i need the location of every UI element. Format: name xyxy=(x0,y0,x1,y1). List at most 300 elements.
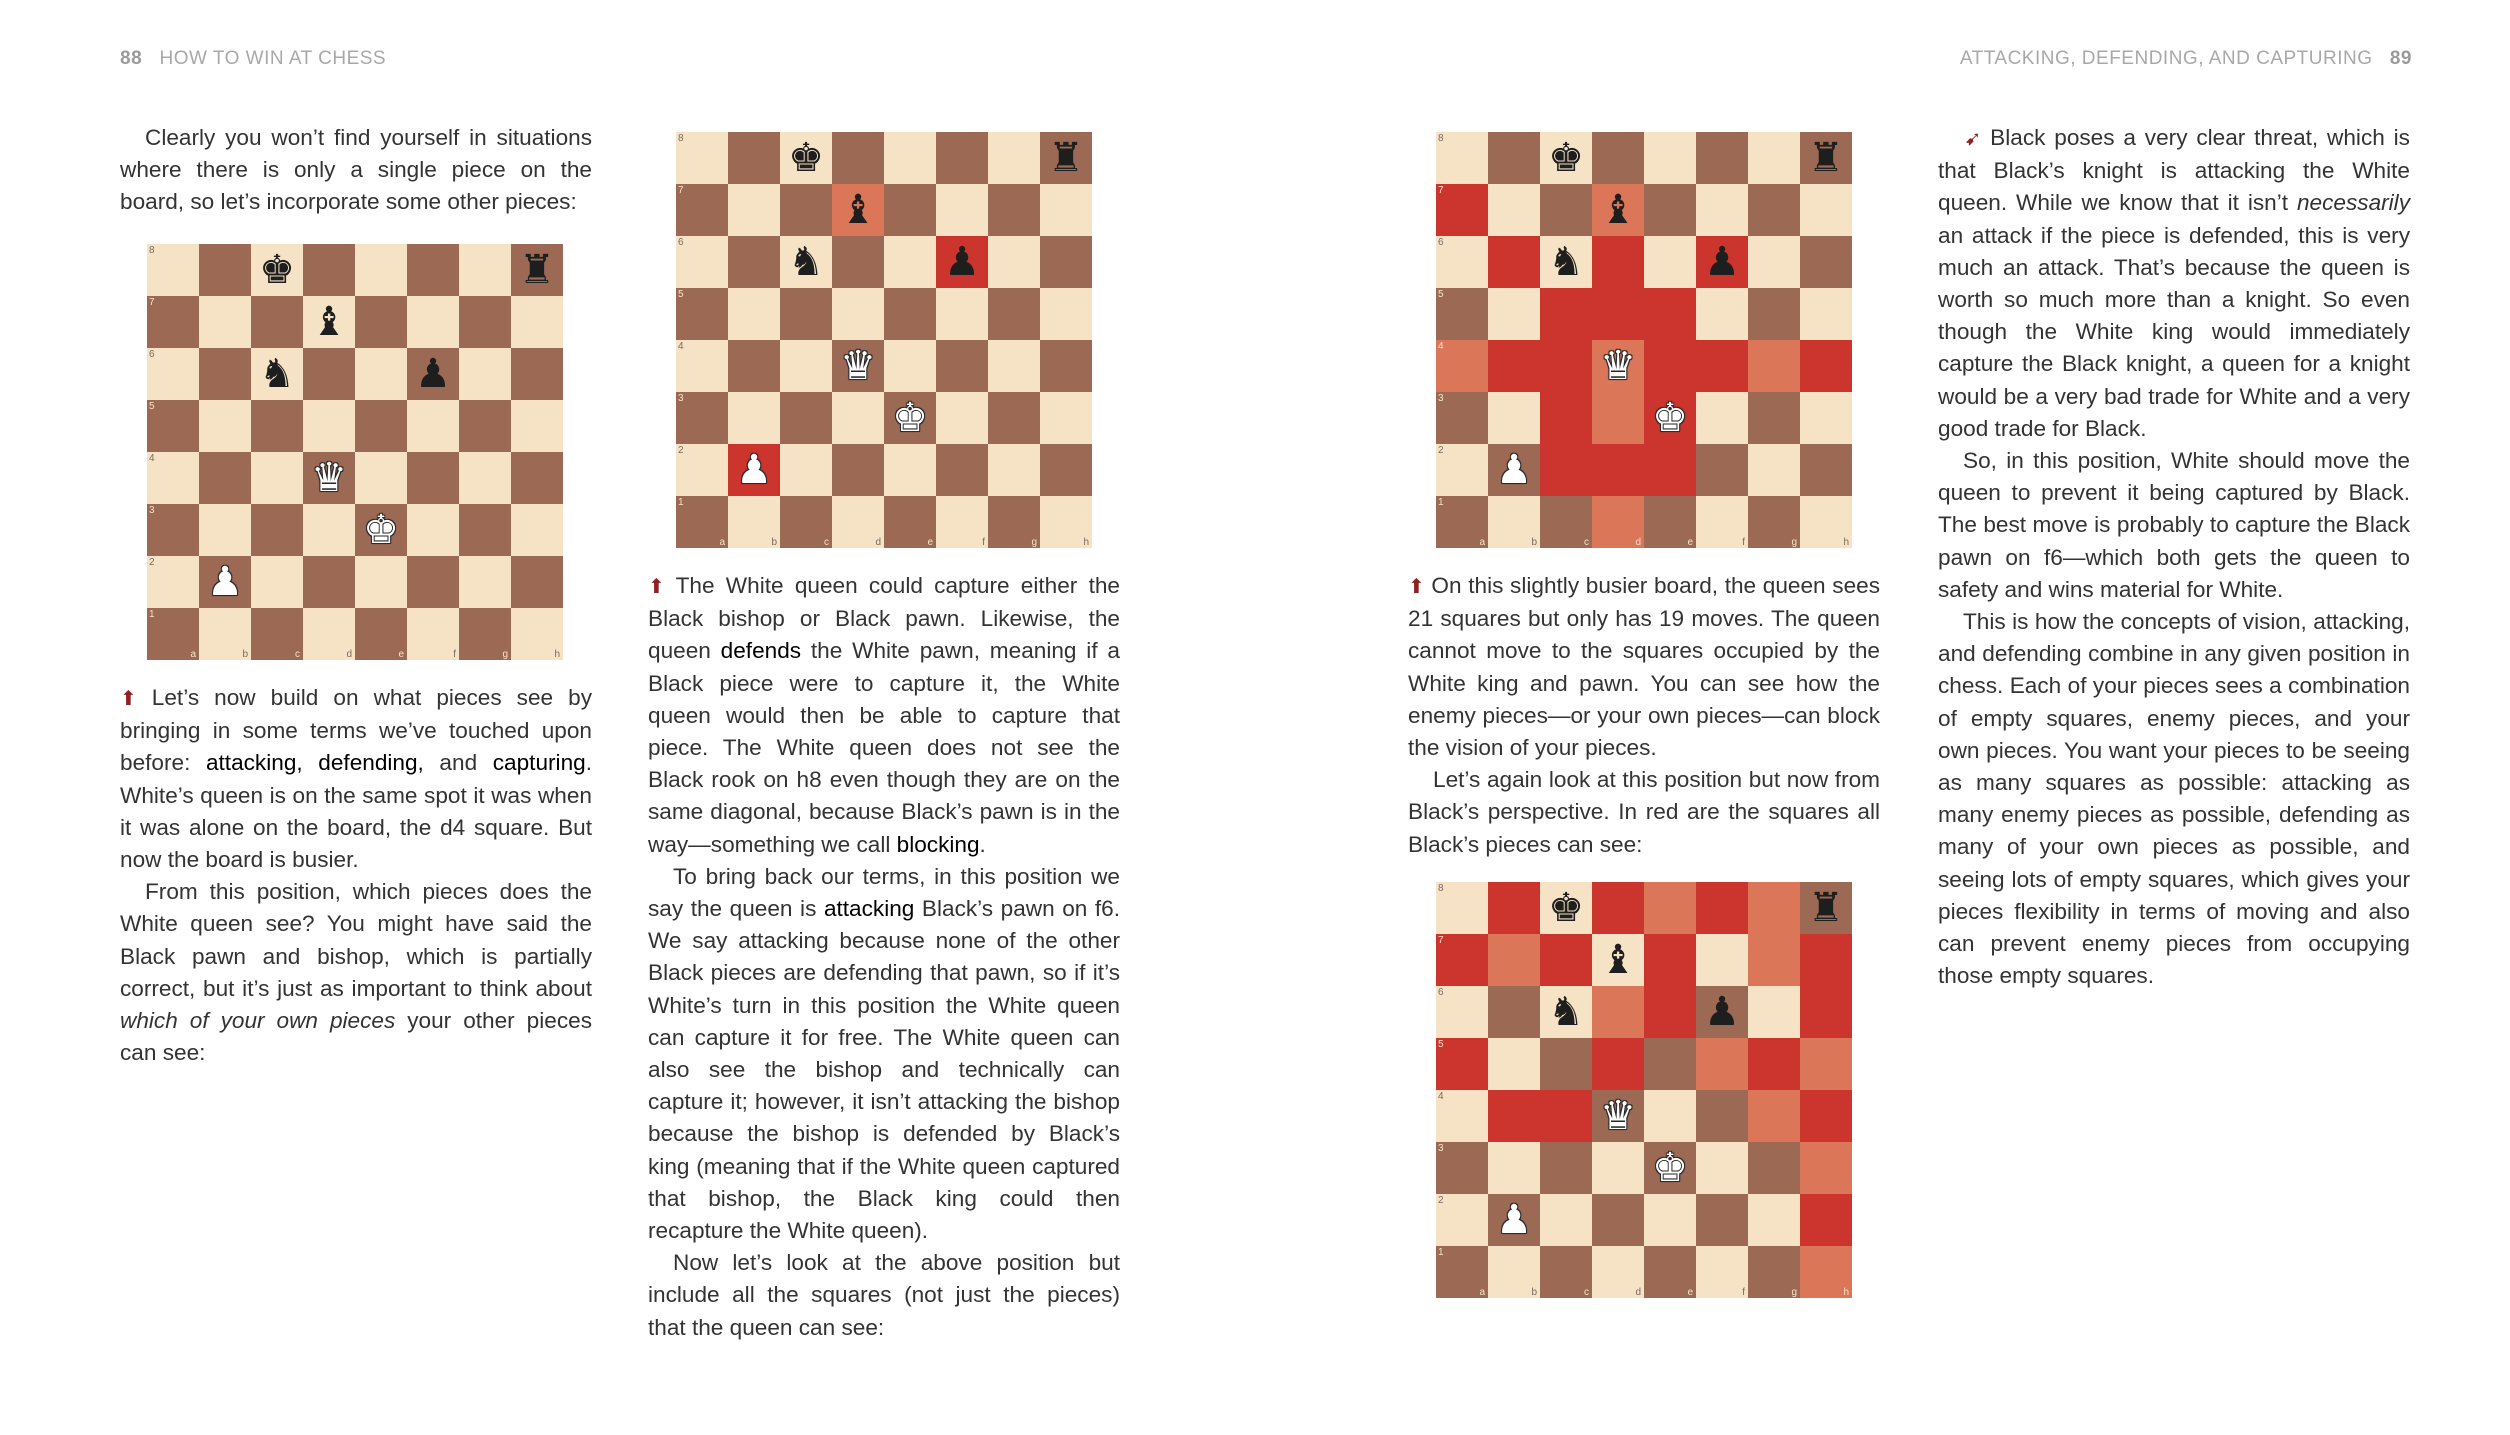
square-f4 xyxy=(1696,1090,1748,1142)
square-b1 xyxy=(199,608,251,660)
square-e8 xyxy=(1644,882,1696,934)
square-g4 xyxy=(459,452,511,504)
text-span: your other pieces can see: xyxy=(120,1008,592,1066)
square-b2 xyxy=(199,556,251,608)
square-g5 xyxy=(1748,288,1800,340)
file-label: e xyxy=(1687,537,1693,548)
right-header-title: ATTACKING, DEFENDING, AND CAPTURING xyxy=(1959,48,2373,69)
square-f5 xyxy=(1696,1038,1748,1090)
rank-label: 6 xyxy=(678,237,684,248)
white-king-icon: ♚ xyxy=(1652,395,1688,441)
square-h1 xyxy=(1800,496,1852,548)
square-b8 xyxy=(728,132,780,184)
up-arrow-icon: ⬆ xyxy=(648,576,665,598)
square-c6 xyxy=(251,348,303,400)
square-d2 xyxy=(1592,444,1644,496)
square-e6 xyxy=(355,348,407,400)
square-c2 xyxy=(1540,444,1592,496)
square-a4 xyxy=(147,452,199,504)
square-c3 xyxy=(251,504,303,556)
rank-label: 4 xyxy=(149,453,155,464)
square-c2 xyxy=(780,444,832,496)
rank-label: 7 xyxy=(1438,185,1444,196)
square-e3 xyxy=(1644,392,1696,444)
file-label: e xyxy=(927,537,933,548)
file-label: d xyxy=(1635,1287,1641,1298)
square-b1 xyxy=(1488,496,1540,548)
right-page-number: 89 xyxy=(2389,48,2412,69)
square-c7 xyxy=(780,184,832,236)
square-b4 xyxy=(1488,1090,1540,1142)
square-h6 xyxy=(511,348,563,400)
board-4 xyxy=(1436,882,1852,1298)
square-b6 xyxy=(728,236,780,288)
intro-paragraph: Clearly you won’t find yourself in situations where there is only a single piece on the board, so let’s incorporate some other pieces: xyxy=(120,125,592,215)
square-e4 xyxy=(355,452,407,504)
square-g7 xyxy=(988,184,1040,236)
rank-label: 8 xyxy=(149,245,155,256)
square-g2 xyxy=(1748,1194,1800,1246)
diagonal-arrow-icon: ➹ xyxy=(1964,128,1982,150)
square-f2 xyxy=(407,556,459,608)
black-bishop-icon: ♝ xyxy=(840,187,876,233)
square-b1 xyxy=(728,496,780,548)
square-c8 xyxy=(1540,132,1592,184)
black-king-icon: ♚ xyxy=(1548,135,1584,181)
square-c4 xyxy=(1540,1090,1592,1142)
square-c4 xyxy=(251,452,303,504)
square-f4 xyxy=(407,452,459,504)
square-f1 xyxy=(1696,1246,1748,1298)
square-h7 xyxy=(1800,184,1852,236)
square-a2 xyxy=(1436,444,1488,496)
text-span: Black poses a very clear threat, which is that Black’s knight is attacking the White queen. While we know that it isn’t xyxy=(1938,125,2410,216)
square-c5 xyxy=(780,288,832,340)
square-h7 xyxy=(1040,184,1092,236)
rank-label: 5 xyxy=(678,289,684,300)
square-c5 xyxy=(1540,288,1592,340)
square-d8 xyxy=(1592,132,1644,184)
square-g7 xyxy=(1748,184,1800,236)
square-h5 xyxy=(1040,288,1092,340)
square-c1 xyxy=(1540,496,1592,548)
black-knight-icon: ♞ xyxy=(259,351,295,397)
square-a3 xyxy=(1436,1142,1488,1194)
square-a3 xyxy=(147,504,199,556)
square-g4 xyxy=(1748,340,1800,392)
black-pawn-icon: ♟ xyxy=(415,351,451,397)
square-f7 xyxy=(407,296,459,348)
square-g2 xyxy=(988,444,1040,496)
square-e3 xyxy=(355,504,407,556)
square-e5 xyxy=(1644,288,1696,340)
white-queen-icon: ♛ xyxy=(1600,1093,1636,1139)
rank-label: 5 xyxy=(149,401,155,412)
file-label: e xyxy=(398,649,404,660)
square-g4 xyxy=(1748,1090,1800,1142)
square-g1 xyxy=(459,608,511,660)
square-h5 xyxy=(1800,288,1852,340)
square-f2 xyxy=(1696,444,1748,496)
square-b3 xyxy=(199,504,251,556)
left-page-number: 88 xyxy=(120,48,143,69)
square-e8 xyxy=(884,132,936,184)
file-label: d xyxy=(1635,537,1641,548)
square-b7 xyxy=(1488,934,1540,986)
square-c6 xyxy=(780,236,832,288)
square-d6 xyxy=(1592,236,1644,288)
black-king-icon: ♚ xyxy=(259,247,295,293)
square-f7 xyxy=(936,184,988,236)
column-2-body xyxy=(648,570,1120,1344)
rank-label: 8 xyxy=(1438,883,1444,894)
rank-label: 4 xyxy=(1438,1091,1444,1102)
square-b6 xyxy=(1488,986,1540,1038)
rank-label: 6 xyxy=(1438,987,1444,998)
square-f5 xyxy=(936,288,988,340)
square-c2 xyxy=(251,556,303,608)
square-f6 xyxy=(936,236,988,288)
file-label: d xyxy=(875,537,881,548)
square-g3 xyxy=(1748,1142,1800,1194)
square-a8 xyxy=(1436,132,1488,184)
square-a1 xyxy=(147,608,199,660)
text-span: and xyxy=(423,750,493,776)
square-d1 xyxy=(303,608,355,660)
file-label: a xyxy=(1479,1287,1485,1298)
black-bishop-icon: ♝ xyxy=(311,299,347,345)
square-h2 xyxy=(511,556,563,608)
rank-label: 5 xyxy=(1438,289,1444,300)
square-e6 xyxy=(1644,986,1696,1038)
white-pawn-icon: ♟ xyxy=(736,447,772,493)
square-b8 xyxy=(1488,132,1540,184)
square-h1 xyxy=(1800,1246,1852,1298)
rank-label: 8 xyxy=(1438,133,1444,144)
square-g8 xyxy=(459,244,511,296)
square-a7 xyxy=(147,296,199,348)
square-a6 xyxy=(1436,986,1488,1038)
black-knight-icon: ♞ xyxy=(788,239,824,285)
square-f3 xyxy=(407,504,459,556)
square-c3 xyxy=(1540,392,1592,444)
rank-label: 3 xyxy=(1438,393,1444,404)
rank-label: 2 xyxy=(1438,1195,1444,1206)
file-label: b xyxy=(1531,537,1537,548)
file-label: b xyxy=(242,649,248,660)
file-label: b xyxy=(771,537,777,548)
white-queen-icon: ♛ xyxy=(840,343,876,389)
square-g6 xyxy=(1748,986,1800,1038)
square-e2 xyxy=(1644,1194,1696,1246)
square-d3 xyxy=(303,504,355,556)
square-c3 xyxy=(780,392,832,444)
square-d2 xyxy=(1592,1194,1644,1246)
square-g3 xyxy=(1748,392,1800,444)
square-b8 xyxy=(199,244,251,296)
board-3 xyxy=(1436,132,1852,548)
square-c6 xyxy=(1540,986,1592,1038)
square-b3 xyxy=(728,392,780,444)
square-d8 xyxy=(303,244,355,296)
square-f7 xyxy=(1696,184,1748,236)
square-c1 xyxy=(780,496,832,548)
square-c7 xyxy=(1540,184,1592,236)
up-arrow-icon: ⬆ xyxy=(1408,576,1425,598)
square-a7 xyxy=(1436,184,1488,236)
file-label: e xyxy=(1687,1287,1693,1298)
column-3-body xyxy=(1408,570,1880,861)
square-b2 xyxy=(728,444,780,496)
rank-label: 4 xyxy=(678,341,684,352)
rank-label: 1 xyxy=(1438,1247,1444,1258)
square-e7 xyxy=(1644,934,1696,986)
square-f7 xyxy=(1696,934,1748,986)
text-span: On this slightly busier board, the queen sees 21 squares but only has 19 moves. The queen cannot move to the squares occupied by the White king and pawn. You can see how the enemy pieces—or your own pieces—can block the vision of your pieces. xyxy=(1408,573,1880,761)
square-d5 xyxy=(1592,1038,1644,1090)
square-g6 xyxy=(459,348,511,400)
rank-label: 1 xyxy=(678,497,684,508)
text-span: The White queen could capture either the Black bishop or Black pawn. Likewise, the queen xyxy=(648,573,1120,664)
text-span: From this position, which pieces does the White queen see? You might have said the Black pawn and bishop, which is partially correct, but it’s just as important to think about xyxy=(120,879,592,1001)
square-f6 xyxy=(407,348,459,400)
square-h2 xyxy=(1040,444,1092,496)
file-label: f xyxy=(982,537,985,548)
rank-label: 2 xyxy=(1438,445,1444,456)
square-c4 xyxy=(1540,340,1592,392)
rank-label: 2 xyxy=(149,557,155,568)
square-b8 xyxy=(1488,882,1540,934)
square-b6 xyxy=(199,348,251,400)
square-h4 xyxy=(511,452,563,504)
file-label: a xyxy=(719,537,725,548)
square-d3 xyxy=(1592,1142,1644,1194)
white-king-icon: ♚ xyxy=(1652,1145,1688,1191)
file-label: h xyxy=(1843,537,1849,548)
square-a1 xyxy=(676,496,728,548)
square-b4 xyxy=(1488,340,1540,392)
black-bishop-icon: ♝ xyxy=(1600,187,1636,233)
column-1-body xyxy=(120,682,592,1069)
square-h6 xyxy=(1800,236,1852,288)
square-c7 xyxy=(1540,934,1592,986)
square-e4 xyxy=(1644,340,1696,392)
square-g1 xyxy=(988,496,1040,548)
square-e5 xyxy=(355,400,407,452)
square-g3 xyxy=(459,504,511,556)
white-pawn-icon: ♟ xyxy=(207,559,243,605)
file-label: h xyxy=(1083,537,1089,548)
rank-label: 3 xyxy=(1438,1143,1444,1154)
text-span: Black’s pawn on f6. We say attacking because none of the other Black pieces are defending that pawn, so if it’s White’s turn in this position the White queen can capture it for free. The White queen can also see the bishop and technically can capture it; however, it isn’t attacking the bishop because the bishop is defended by Black’s king (meaning that if the White queen captured that bishop, the Black king could then recapture the White queen). xyxy=(648,896,1121,1244)
square-d4 xyxy=(1592,340,1644,392)
square-e6 xyxy=(1644,236,1696,288)
rank-label: 1 xyxy=(149,609,155,620)
square-g4 xyxy=(988,340,1040,392)
paragraph xyxy=(648,861,1120,1247)
up-arrow-icon: ⬆ xyxy=(120,688,137,710)
white-queen-icon: ♛ xyxy=(1600,343,1636,389)
black-bishop-icon: ♝ xyxy=(1600,937,1636,983)
file-label: d xyxy=(346,649,352,660)
square-e2 xyxy=(884,444,936,496)
square-g3 xyxy=(988,392,1040,444)
square-d1 xyxy=(832,496,884,548)
square-a4 xyxy=(1436,340,1488,392)
paragraph xyxy=(1408,570,1880,764)
column-4-body xyxy=(1938,122,2410,992)
square-f1 xyxy=(936,496,988,548)
square-e8 xyxy=(1644,132,1696,184)
square-a1 xyxy=(1436,496,1488,548)
square-h3 xyxy=(1040,392,1092,444)
square-g8 xyxy=(1748,882,1800,934)
square-a2 xyxy=(1436,1194,1488,1246)
paragraph xyxy=(120,682,592,876)
square-f4 xyxy=(936,340,988,392)
paragraph xyxy=(1938,122,2410,445)
square-a2 xyxy=(676,444,728,496)
square-g6 xyxy=(988,236,1040,288)
square-a7 xyxy=(1436,934,1488,986)
black-pawn-icon: ♟ xyxy=(1704,989,1740,1035)
square-d4 xyxy=(832,340,884,392)
square-c1 xyxy=(1540,1246,1592,1298)
square-a7 xyxy=(676,184,728,236)
square-b7 xyxy=(199,296,251,348)
square-a8 xyxy=(676,132,728,184)
square-h8 xyxy=(1800,132,1852,184)
term-capturing: capturing xyxy=(492,750,586,776)
file-label: b xyxy=(1531,1287,1537,1298)
square-d8 xyxy=(1592,882,1644,934)
square-b3 xyxy=(1488,1142,1540,1194)
square-b4 xyxy=(199,452,251,504)
term-defends: defends xyxy=(720,638,802,664)
rank-label: 6 xyxy=(1438,237,1444,248)
file-label: c xyxy=(824,537,829,548)
square-e7 xyxy=(884,184,936,236)
square-b7 xyxy=(1488,184,1540,236)
square-e5 xyxy=(1644,1038,1696,1090)
square-b5 xyxy=(1488,1038,1540,1090)
square-a4 xyxy=(676,340,728,392)
square-g7 xyxy=(459,296,511,348)
square-b6 xyxy=(1488,236,1540,288)
square-a5 xyxy=(1436,288,1488,340)
square-g1 xyxy=(1748,496,1800,548)
square-e2 xyxy=(355,556,407,608)
square-e7 xyxy=(355,296,407,348)
square-c5 xyxy=(1540,1038,1592,1090)
square-f1 xyxy=(407,608,459,660)
square-h6 xyxy=(1040,236,1092,288)
square-f8 xyxy=(1696,882,1748,934)
square-f6 xyxy=(1696,236,1748,288)
rank-label: 1 xyxy=(1438,497,1444,508)
square-f2 xyxy=(1696,1194,1748,1246)
rank-label: 3 xyxy=(149,505,155,516)
square-a4 xyxy=(1436,1090,1488,1142)
white-king-icon: ♚ xyxy=(363,507,399,553)
term-attacking: attacking xyxy=(823,896,915,922)
square-f8 xyxy=(1696,132,1748,184)
square-g7 xyxy=(1748,934,1800,986)
square-e1 xyxy=(1644,496,1696,548)
square-h8 xyxy=(511,244,563,296)
square-h2 xyxy=(1800,444,1852,496)
square-e7 xyxy=(1644,184,1696,236)
square-d1 xyxy=(1592,496,1644,548)
square-d2 xyxy=(303,556,355,608)
square-g8 xyxy=(988,132,1040,184)
black-king-icon: ♚ xyxy=(788,135,824,181)
white-pawn-icon: ♟ xyxy=(1496,447,1532,493)
black-king-icon: ♚ xyxy=(1548,885,1584,931)
square-h7 xyxy=(1800,934,1852,986)
square-f5 xyxy=(407,400,459,452)
square-c3 xyxy=(1540,1142,1592,1194)
paragraph: So, in this position, White should move the queen to prevent it being captured by Black. The best move is probably to capture the Black pawn on f6—which both gets the queen to safety and wins material for White. xyxy=(1938,448,2410,602)
text-span: an attack if the piece is defended, this is very much an attack. That’s because the queen is worth so much more than a knight. So even though the White king would immediately capture the Black knight, a queen for a knight would be a very bad trade for White and a very good trade for Black. xyxy=(1938,222,2410,441)
square-e1 xyxy=(355,608,407,660)
square-b4 xyxy=(728,340,780,392)
square-c4 xyxy=(780,340,832,392)
square-f2 xyxy=(936,444,988,496)
term-defending: defending, xyxy=(318,750,424,776)
square-d1 xyxy=(1592,1246,1644,1298)
square-d6 xyxy=(303,348,355,400)
square-f8 xyxy=(936,132,988,184)
square-c8 xyxy=(251,244,303,296)
file-label: h xyxy=(1843,1287,1849,1298)
paragraph: This is how the concepts of vision, attacking, and defending combine in any given position in chess. Each of your pieces sees a combination of empty squares, enemy pieces, and your own pieces. You want your pieces to be seeing as many squares as possible: attacking as many enemy pieces as possible, defending as many of your own pieces as possible, and seeing lots of empty squares, which gives your pieces flexibility in terms of moving and also can prevent enemy pieces from occupying those empty squares. xyxy=(1938,609,2410,989)
square-g6 xyxy=(1748,236,1800,288)
square-b2 xyxy=(1488,444,1540,496)
paragraph: Now let’s look at the above position but include all the squares (not just the pieces) that the queen can see: xyxy=(648,1250,1120,1340)
square-c7 xyxy=(251,296,303,348)
black-knight-icon: ♞ xyxy=(1548,239,1584,285)
file-label: c xyxy=(1584,537,1589,548)
file-label: c xyxy=(295,649,300,660)
square-d7 xyxy=(303,296,355,348)
file-label: g xyxy=(1791,537,1797,548)
square-f1 xyxy=(1696,496,1748,548)
file-label: f xyxy=(1742,537,1745,548)
file-label: f xyxy=(1742,1287,1745,1298)
square-g2 xyxy=(1748,444,1800,496)
square-g5 xyxy=(988,288,1040,340)
square-a5 xyxy=(1436,1038,1488,1090)
square-f3 xyxy=(936,392,988,444)
board-2 xyxy=(676,132,1092,548)
file-label: c xyxy=(1584,1287,1589,1298)
file-label: g xyxy=(1791,1287,1797,1298)
text-span: Let’s now build on what pieces see by bringing in some terms we’ve touched upon before: xyxy=(120,685,592,776)
square-g5 xyxy=(1748,1038,1800,1090)
rank-label: 3 xyxy=(678,393,684,404)
paragraph: Let’s again look at this position but now from Black’s perspective. In red are the squares all Black’s pieces can see: xyxy=(1408,767,1880,857)
square-e8 xyxy=(355,244,407,296)
square-d4 xyxy=(303,452,355,504)
square-h4 xyxy=(1800,340,1852,392)
square-b5 xyxy=(199,400,251,452)
column-1-intro xyxy=(120,122,592,219)
square-b5 xyxy=(728,288,780,340)
square-c5 xyxy=(251,400,303,452)
rank-label: 7 xyxy=(678,185,684,196)
square-f6 xyxy=(1696,986,1748,1038)
